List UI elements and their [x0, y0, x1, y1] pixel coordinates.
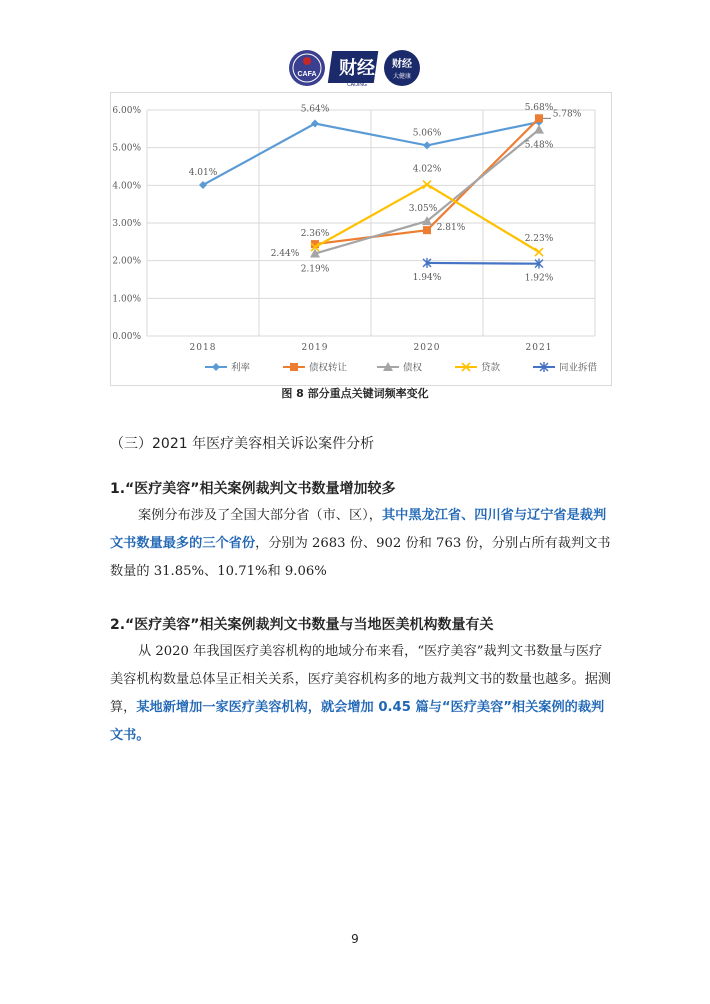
data-label: 1.94%	[412, 272, 442, 283]
data-label: 2.19%	[300, 264, 330, 275]
dajiankang-logo-text: 财经	[392, 59, 412, 70]
data-point-marker	[423, 181, 431, 189]
para1-text-b: ，分别为 2683 份、902 份和 763 份，分别占所有裁判文书数量的 31.85%、10.71%和 9.06%	[110, 536, 611, 579]
data-point-marker	[199, 181, 207, 189]
legend-label: 贷款	[481, 362, 501, 374]
para2-highlight: 某地新增加一家医疗美容机构，就会增加 0.45 篇与“医疗美容”相关案例的裁判文书。	[110, 700, 605, 743]
data-label: 2.36%	[300, 229, 330, 240]
caijing-logo	[328, 51, 378, 88]
data-label: 5.48%	[524, 140, 554, 151]
y-tick-label: 2.00%	[112, 256, 141, 267]
legend-label: 债权转让	[309, 362, 348, 374]
x-tick-label: 2020	[413, 343, 441, 353]
y-tick-label: 1.00%	[112, 294, 141, 305]
series-line	[427, 263, 539, 264]
data-label: 2.44%	[270, 249, 300, 260]
x-tick-label: 2018	[189, 343, 217, 353]
chart-canvas	[111, 93, 611, 385]
cafa-logo-text: CAFA	[297, 71, 317, 78]
subsection-2-paragraph	[110, 638, 615, 750]
dajiankang-logo	[384, 50, 420, 86]
page-number: 9	[351, 932, 359, 946]
y-tick-label: 0.00%	[112, 332, 141, 342]
data-label: 5.64%	[300, 104, 330, 115]
dajiankang-logo-sub: 大健康	[392, 73, 412, 80]
data-point-marker	[535, 114, 543, 122]
logo-group	[0, 46, 710, 90]
data-point-marker	[535, 248, 543, 256]
header-logos	[0, 46, 710, 90]
legend-label: 债权	[403, 362, 423, 374]
y-tick-label: 3.00%	[112, 219, 141, 229]
data-label: 2.23%	[524, 234, 554, 245]
data-label: 1.92%	[524, 273, 554, 284]
legend-label: 利率	[231, 362, 251, 374]
para1-highlight: 其中黑龙江省、四川省与辽宁省是裁判文书数量最多的三个省份	[110, 508, 607, 551]
data-label: 2.81%	[436, 223, 466, 234]
data-point-marker	[212, 363, 220, 371]
x-tick-label: 2021	[525, 343, 553, 353]
caijing-logo-text: 财经	[339, 58, 375, 79]
data-point-marker	[311, 120, 319, 128]
figure-caption: 图 8 部分重点关键词频率变化	[281, 387, 429, 400]
data-label: 4.02%	[412, 164, 442, 175]
caijing-logo-sub: CAIJING	[347, 82, 367, 88]
line-chart	[110, 92, 612, 386]
data-point-marker	[290, 363, 298, 371]
data-label: 5.78%	[552, 109, 582, 120]
x-tick-label: 2019	[301, 343, 329, 353]
subsection-1-paragraph	[110, 502, 615, 586]
legend-label: 同业拆借	[559, 362, 598, 374]
subsection-1-title: 1.“医疗美容”相关案例裁判文书数量增加较多	[110, 481, 396, 497]
y-tick-label: 6.00%	[112, 106, 141, 116]
data-point-marker	[423, 226, 431, 234]
y-tick-label: 5.00%	[112, 143, 141, 154]
data-point-marker	[534, 125, 544, 134]
section-title: （三）2021 年医疗美容相关诉讼案件分析	[110, 436, 375, 452]
y-tick-label: 4.00%	[112, 181, 141, 192]
data-point-marker	[423, 141, 431, 149]
subsection-2-title: 2.“医疗美容”相关案例裁判文书数量与当地医美机构数量有关	[110, 617, 494, 633]
data-label: 4.01%	[188, 167, 218, 178]
para1-text-a: 案例分布涉及了全国大部分省（市、区），	[138, 508, 382, 523]
para2-text-a: 从 2020 年我国医疗美容机构的地域分布来看，“医疗美容”裁判文书数量与医疗美容机构数量总体呈正相关关系，医疗美容机构多的地方裁判文书的数量也越多。据测算，	[110, 644, 612, 715]
data-label: 3.05%	[408, 204, 438, 215]
data-label: 5.06%	[412, 128, 442, 139]
cafa-logo	[289, 50, 325, 86]
data-label: 5.68%	[524, 103, 554, 114]
